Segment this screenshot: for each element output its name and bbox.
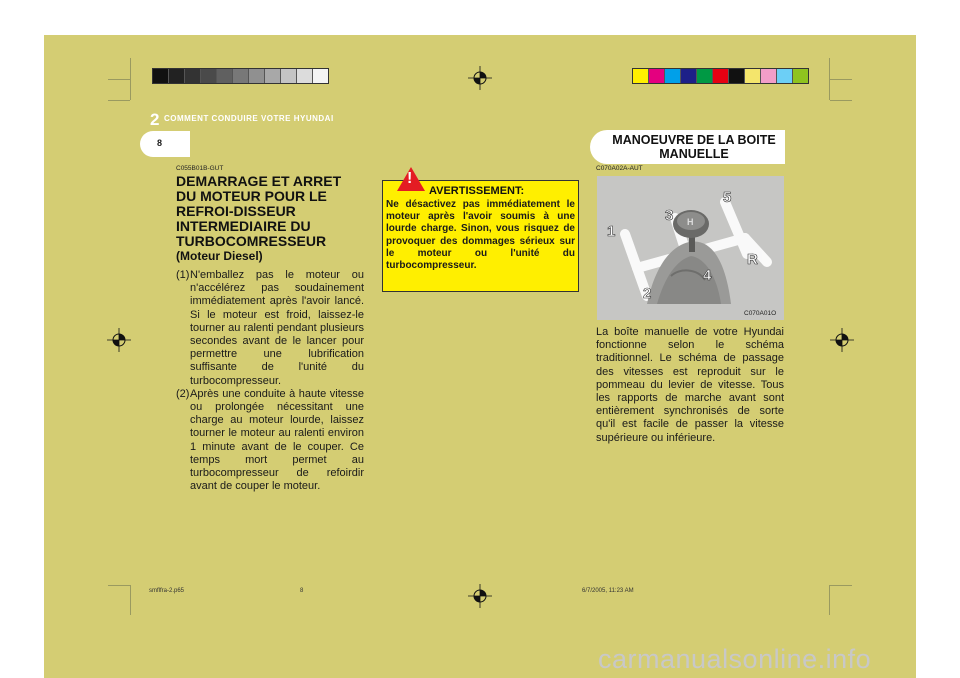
color-swatch [169,69,185,83]
list-item-text: N'emballez pas le moteur ou n'accélérez pas soudainement immédiatement après l'avoir lancé. Si le moteur est froid, laissez-le tourner au ralenti pendant plusieurs secondes avant de le lancer pour permettre une lubrification suffisante de l'unité du turbocompresseur. [190,269,364,387]
warning-exclamation: ! [407,170,413,187]
color-swatch [713,69,729,83]
gear-number: R [747,251,758,268]
gear-number: 5 [723,189,732,206]
knob-label: H [687,217,694,227]
color-swatch [649,69,665,83]
color-swatch [297,69,313,83]
gear-number: 2 [643,285,652,302]
footer-timestamp: 6/7/2005, 11:23 AM [582,588,634,594]
registration-mark-icon [468,66,492,90]
color-swatch [777,69,793,83]
page-number: 8 [157,138,163,148]
section-title: MANOEUVRE DE LA BOITE MANUELLE [612,133,776,161]
color-swatch [665,69,681,83]
section-code: C070A02A-AUT [596,165,643,172]
color-swatch [185,69,201,83]
list-item [176,269,364,388]
chapter-number: 2 [150,110,160,129]
registration-mark-icon [107,328,131,352]
gear-shifter-image [597,176,784,320]
section-body: La boîte manuelle de votre Hyundai fonctionne selon le schéma traditionnel. Le schéma de passage des vitesses est reproduit sur le pommeau du levier de vitesse. Tous les rapports de marche avant sont entièrement synchronisés de sorte qu'il est facile de passer la vitesse supérieure ou inférieure. [596,326,784,444]
gear-number: 3 [665,207,674,224]
color-swatch [745,69,761,83]
color-swatch [201,69,217,83]
list-item-text: Après une conduite à haute vitesse ou prolongée nécessitant une charge au moteur lourde, laissez tourner le moteur au ralenti environ 1 minute avant de le couper. Ce temps mort permet au turbocompresseur de refoirdir avant de couper le moteur. [190,387,364,493]
color-swatch [633,69,649,83]
gear-shift-illustration [597,176,784,320]
color-swatch [233,69,249,83]
warning-text: Ne désactivez pas immédiatement le moteur après l'avoir soumis à une lourde charge. Sinon, vous risquez de provoquer des dommages sérieux sur le moteur ou l'unité du turbocompresseur. [386,199,575,272]
list-item-number: (2) [176,387,190,400]
list-item [176,388,364,494]
color-swatch [153,69,169,83]
color-calibration-bar [632,68,809,84]
list-item-number: (1) [176,269,190,281]
gear-number: 4 [703,267,712,284]
color-swatch [281,69,297,83]
registration-mark-icon [468,584,492,608]
color-swatch [265,69,281,83]
section-title: DEMARRAGE ET ARRET DU MOTEUR POUR LE REFROI-DISSEUR INTERMEDIAIRE DU TURBOCOMRESSEUR [176,173,342,249]
section-engine-start-stop [176,165,364,493]
color-swatch [681,69,697,83]
footer-page: 8 [300,588,304,594]
color-swatch [793,69,808,83]
color-swatch [249,69,265,83]
footer-filename: smflfra-2.p65 [149,588,185,594]
color-swatch [761,69,777,83]
chapter-title: COMMENT CONDUIRE VOTRE HYUNDAI [164,114,334,123]
page-number-tab [140,131,190,157]
section-subtitle: (Moteur Diesel) [176,249,263,263]
warning-box [382,170,579,292]
color-swatch [217,69,233,83]
color-swatch [729,69,745,83]
registration-mark-icon [830,328,854,352]
image-label: C070A01O [744,310,777,317]
grayscale-calibration-bar [152,68,329,84]
warning-title: AVERTISSEMENT: [429,185,525,197]
color-swatch [313,69,328,83]
watermark: carmanualsonline.info [598,644,872,674]
gear-number: 1 [607,223,616,240]
section-code: C055B01B-GUT [176,165,224,172]
color-swatch [697,69,713,83]
